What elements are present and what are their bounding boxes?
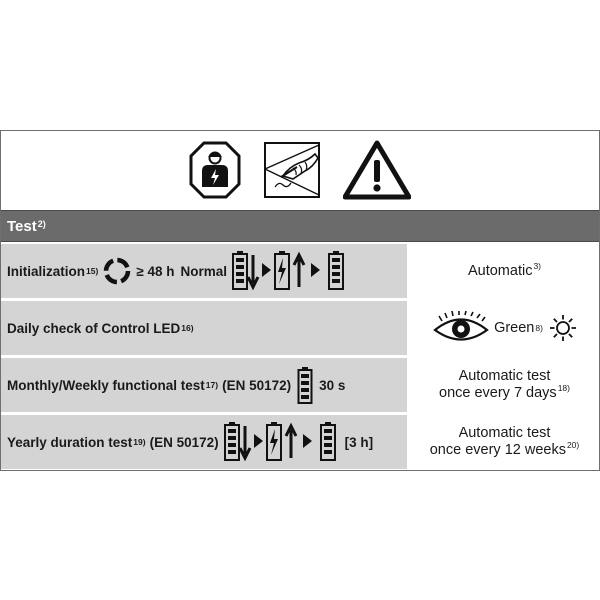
standard-label: (EN 50172) <box>149 434 219 450</box>
row-result-cell <box>410 415 599 469</box>
row-functional-test <box>1 358 599 412</box>
row-duration-test <box>1 415 599 469</box>
row-label-cell: Monthly/Weekly functional test 17) (EN 50172) 30 s <box>1 358 407 412</box>
footnote-marker: 3) <box>533 260 542 271</box>
standard-label: (EN 50172) <box>222 377 292 393</box>
result-text: Green <box>494 319 535 336</box>
result-text: Automatic <box>467 262 533 279</box>
pictogram-row <box>1 131 599 209</box>
result-text: Automatic test <box>458 368 551 384</box>
battery-cycle-icon <box>231 249 349 293</box>
row-label-cell: Daily check of Control LED 16) <box>1 301 407 355</box>
row-daily-check <box>1 301 599 355</box>
footnote-marker: 18) <box>557 383 570 394</box>
eye-icon <box>432 311 490 345</box>
result-text: once every 7 days <box>439 385 557 401</box>
row-result-cell <box>410 244 599 298</box>
section-header: Test $^{2)}$ <box>1 210 599 242</box>
row-initialization <box>1 244 599 298</box>
test-panel <box>0 130 600 471</box>
result-text: Automatic test <box>458 425 551 441</box>
footnote-marker: 20) <box>566 440 580 451</box>
row-result-cell <box>410 358 599 412</box>
mode-value: Normal <box>180 263 228 279</box>
row-label: Daily check of Control LED <box>7 320 181 336</box>
duration-value: [3 h] <box>344 434 374 450</box>
duration-value: ≥ 48 h <box>136 263 175 279</box>
led-light-icon <box>549 314 577 342</box>
electrician-icon <box>189 141 241 199</box>
row-label: Monthly/Weekly functional test <box>7 377 205 393</box>
power-cycle-icon <box>102 256 132 286</box>
handwritten-log-icon <box>263 141 321 199</box>
row-label: Initialization <box>7 263 86 279</box>
row-label-cell: Yearly duration test 19) (EN 50172) [3 h] <box>1 415 407 469</box>
warning-triangle-icon <box>343 140 411 200</box>
row-label: Yearly duration test <box>7 434 133 450</box>
section-title: Test <box>7 217 37 235</box>
result-text: once every 12 weeks <box>429 442 566 458</box>
row-label-cell: Initialization 15) ≥ 48 h Normal <box>1 244 407 298</box>
battery-cycle-icon <box>223 420 341 464</box>
battery-icon <box>297 365 313 405</box>
row-result-cell: Green 8) <box>410 301 599 355</box>
duration-value: 30 s <box>319 377 346 393</box>
